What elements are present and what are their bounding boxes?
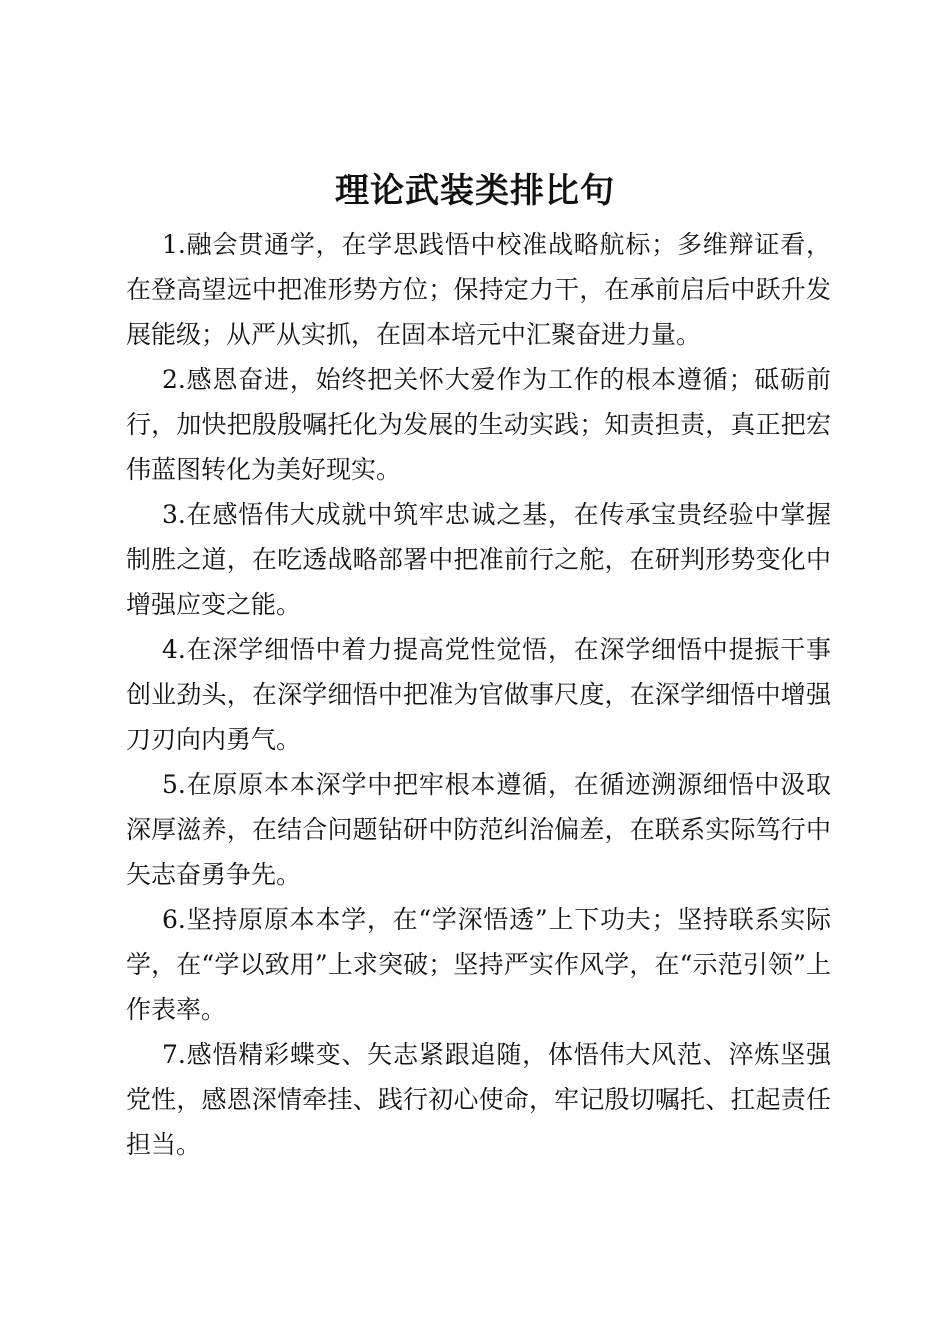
- paragraph-5: 5.在原原本本深学中把牢根本遵循，在循迹溯源细悟中汲取深厚滋养，在结合问题钻研中防范纠治偏差，在联系实际笃行中矢志奋勇争先。: [126, 770, 831, 889]
- document-title: 理论武装类排比句: [335, 171, 615, 211]
- paragraph-1: 1.融会贯通学，在学思践悟中校准战略航标；多维辩证看，在登高望远中把准形势方位；保持定力干，在承前启后中跃升发展能级；从严从实抓，在固本培元中汇聚奋进力量。: [126, 230, 831, 349]
- paragraph-4: 4.在深学细悟中着力提高党性觉悟，在深学细悟中提振干事创业劲头，在深学细悟中把准为官做事尺度，在深学细悟中增强刀刃向内勇气。: [126, 635, 831, 754]
- document-body: [126, 222, 831, 1167]
- paragraph-6: 6.坚持原原本本学，在“学深悟透”上下功夫；坚持联系实际学，在“学以致用”上求突破；坚持严实作风学，在“示范引领”上作表率。: [126, 905, 831, 1024]
- paragraph-7: 7.感悟精彩蝶变、矢志紧跟追随，体悟伟大风范、淬炼坚强党性，感恩深情牵挂、践行初心使命，牢记殷切嘱托、扛起责任担当。: [126, 1040, 831, 1159]
- paragraph-2: 2.感恩奋进，始终把关怀大爱作为工作的根本遵循；砥砺前行，加快把殷殷嘱托化为发展的生动实践；知责担责，真正把宏伟蓝图转化为美好现实。: [126, 365, 831, 484]
- paragraph-3: 3.在感悟伟大成就中筑牢忠诚之基，在传承宝贵经验中掌握制胜之道，在吃透战略部署中把准前行之舵，在研判形势变化中增强应变之能。: [126, 500, 831, 619]
